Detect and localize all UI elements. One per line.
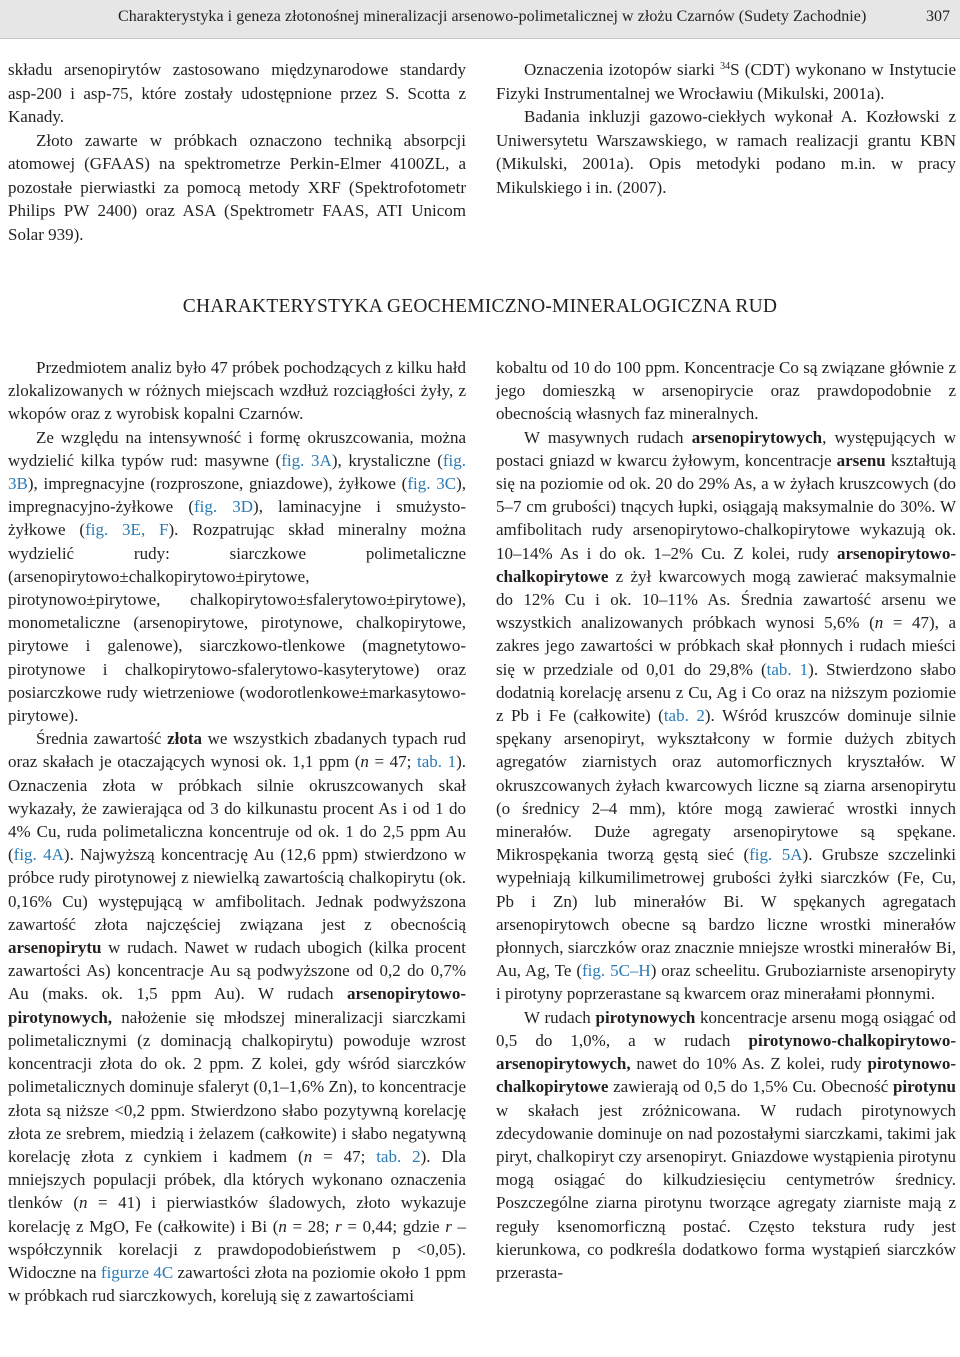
paragraph: Ze względu na intensywność i formę okruszcowania, można wydzielić kilka typów rud: masywne (fig. 3A), krystaliczne (fig. 3B), impregnacyjne (rozproszone, gniazdowe), żyłkowe (fig. 3C), impregnacyjno-żyłkowe (fig. 3D), laminacyjne i smużysto-żyłkowe (fig. 3E, F). Rozpatrując skład mineralny można wydzielić rudy: siarczkowe polimetaliczne (arsenopirytowo±chalkopirytowo±pirytowe, pirotynowo±pirytowe, chalkopirytowo±sfalerytowo±pirytowe), monometaliczne (arsenopirytowe, pirotynowe, chalkopirytowe, pirytowe i galenowe), siarczkowo-tlenkowe (magnetytowo-pirotynowe i chalkopirytowo-sfalerytowo-kasyterytowe) oraz posiarczkowe rudy wietrzeniowe (wodorotlenkowe±markasytowo-pirytowe).: [8, 427, 467, 726]
bold-term: arsenopirytu: [8, 938, 102, 958]
page-number: 307: [926, 8, 950, 25]
italic-symbol: n: [78, 1193, 88, 1213]
figure-link[interactable]: figurze 4C: [100, 1262, 174, 1282]
top-right-column: [496, 58, 956, 199]
figure-link[interactable]: fig. 3C: [407, 474, 457, 494]
figure-link[interactable]: fig. 3B: [8, 450, 467, 494]
figure-link[interactable]: fig. 4A: [13, 845, 64, 865]
bold-term: arsenopirytowo-chalkopirytowe: [496, 543, 956, 586]
running-header: [0, 0, 960, 39]
figure-link[interactable]: fig. 3E, F: [85, 520, 169, 540]
paragraph: Złoto zawarte w próbkach oznaczono techniką absorpcji atomowej (GFAAS) na spektrometrze Perkin-Elmer 4100ZL, a pozostałe pierwiastki za pomocą metody XRF (Spektrofotometr Philips PW 2400) oraz ASA (Spektrometr FAAS, ATI Unicom Solar 939).: [8, 130, 466, 244]
paragraph: Przedmiotem analiz było 47 próbek pochodzących z kilku hałd zlokalizowanych w różnych miejscach wzdłuż rozciągłości żyły, z wkopów oraz z wyrobisk kopalni Czarnów.: [8, 358, 466, 424]
paragraph: W rudach pirotynowych koncentracje arsenu mogą osiągać od 0,5 do 1,0%, a w rudach pirotynowo-chalkopirytowo-arsenopirytowych, nawet do 10% As. Z kolei, rudy pirotynowo-chalkopirytowe zawierają od 0,5 do 1,5% Cu. Obecność pirotynu w skałach jest zróżnicowana. W rudach pirotynowych zdecydowanie dominuje on nad pozostałymi siarczkami, takimi jak piryt, chalkopiryt czy arsenopiryt. Gniazdowe wystąpienia pirotynu mogą osiągać do kilkudziesięciu centymetrów średnicy. Poszczególne ziarna pirotynu tworzące agregaty ziarniste mają z reguły ksenomorficzną postać. Często tekstura rudy jest kierunkowa, co podkreśla dodatkowo forma wystąpień siarczków przerasta-: [496, 1007, 956, 1282]
figure-link[interactable]: fig. 5A: [749, 845, 803, 865]
paragraph: Oznaczenia izotopów siarki $^{34}$S (CDT) wykonano w Instytucie Fizyki Instrumentalnej we Wrocławiu (Mikulski, 2001a).: [496, 60, 957, 103]
paragraph: Badania inkluzji gazowo-ciekłych wykonał A. Kozłowski z Uniwersytetu Warszawskiego, w ramach realizacji grantu KBN (Mikulski, 2001a). Opis metodyki podano m.in. w pracy Mikulskiego i in. (2007).: [496, 107, 956, 197]
section-heading: CHARAKTERYSTYKA GEOCHEMICZNO-MINERALOGICZNA RUD: [182, 296, 778, 317]
isotope-superscript: 34: [720, 61, 731, 72]
paragraph: Średnia zawartość złota we wszystkich zbadanych typach rud oraz skałach je otaczających wynosi ok. 1,1 ppm (n = 47; tab. 1). Oznaczenia złota w próbkach silnie okruszcowanych skał wykazały, że zawierająca od 3 do kilkunastu procent As i od 1 do 4% Cu, ruda polimetaliczna koncentruje od ok. 1 do 2,5 ppm Au (fig. 4A). Najwyższą koncentrację Au (12,6 ppm) stwierdzono w próbce rudy pirotynowej z niewielką zawartością chalkopirytu (ok. 0,16% Cu) występującą w amfibolitach. Jednak podwyższona zawartość złota najczęściej związana jest z obecnością arsenopirytu w rudach. Nawet w rudach ubogich (kilka procent zawartości As) koncentracje Au są podwyższone od 0,2 do 0,7% Au (maks. ok. 1,5 ppm Au). W rudach arsenopirytowo-pirotynowych, nałożenie się młodszej mineralizacji siarczkami polimetalicznymi (z dominacją chalkopirytu) powoduje wzrost koncentracji złota do ok. 2 ppm. Z kolei, gdy wśród siarczków polimetalicznych dominuje sfaleryt (0,1–1,6% Zn), to koncentracje złota są niższe <0,2 ppm. Stwierdzono słabo pozytywną korelację złota ze srebrem, miedzią i żelazem (całkowite) i słabo negatywną korelację złota z cynkiem i kadmem (n = 47; tab. 2). Dla mniejszych populacji próbek, dla których wykonano oznaczenia tlenków (n = 41) i pierwiastków śladowych, złoto wykazuje korelację z MgO, Fe (całkowite) i Bi (n = 28; r = 0,44; gdzie r – współczynnik korelacji z prawdopodobieństwem p <0,05). Widoczne na figurze 4C zawartości złota na poziomie około 1 ppm w próbkach rud siarczkowych, korelują się z zawartościami: [8, 729, 467, 1306]
italic-symbol: n: [278, 1216, 287, 1236]
bold-term: arsenopirytowo-pirotynowych,: [8, 984, 466, 1027]
figure-link[interactable]: fig. 5C–H: [582, 961, 651, 981]
italic-symbol: r: [335, 1216, 342, 1236]
figure-link[interactable]: fig. 3A: [281, 450, 332, 470]
bold-term: arsenu: [836, 450, 886, 470]
running-title: Charakterystyka i geneza złotonośnej mineralizacji arsenowo-polimetalicznej w złożu Czarnów (Sudety Zachodnie): [118, 8, 867, 25]
table-link[interactable]: tab. 1: [766, 659, 809, 679]
table-link[interactable]: tab. 2: [663, 706, 705, 726]
italic-symbol: n: [360, 752, 369, 772]
paragraph: kobaltu od 10 do 100 ppm. Koncentracje Co są związane głównie z jego domieszką w arsenopirycie oraz prawdopodobnie z obecnością własnych faz mineralnych.: [496, 358, 956, 424]
figure-link[interactable]: fig. 3D: [194, 497, 254, 517]
bold-term: pirotynowych: [595, 1007, 696, 1027]
bold-term: arsenopirytowych: [691, 427, 823, 447]
bold-term: pirotynowo-chalkopirytowe: [496, 1054, 956, 1097]
paragraph: składu arsenopirytów zastosowano międzynarodowe standardy asp-200 i asp-75, które zostały udostępnione przez S. Scotta z Kanady.: [8, 60, 466, 126]
italic-symbol: n: [303, 1146, 313, 1166]
italic-symbol: r: [445, 1216, 452, 1236]
left-column: [8, 356, 466, 1307]
bold-term: złota: [167, 729, 203, 749]
table-link[interactable]: tab. 2: [376, 1146, 421, 1166]
top-left-column: [8, 58, 466, 246]
bold-term: pirotynowo-chalkopirytowo-arsenopirytowych,: [496, 1030, 956, 1074]
italic-symbol: n: [874, 613, 884, 633]
bold-term: pirotynu: [893, 1077, 956, 1097]
right-column: [496, 356, 956, 1284]
table-link[interactable]: tab. 1: [416, 752, 457, 772]
paragraph: W masywnych rudach arsenopirytowych, występujących w postaci gniazd w kwarcu żyłowym, koncentracje arsenu kształtują się na poziomie od ok. 20 do 29% As, a w żyłach kruszcowych (do 5–7 cm grubości) tnących łupki, osiągają maksymalnie do 30%. W amfibolitach rudy arsenopirytowo-chalkopirytowe wykazują ok. 10–14% As i do ok. 1–2% Cu. Z kolei, rudy arsenopirytowo-chalkopirytowe z żył kwarcowych mogą zawierać maksymalnie do 12% Cu i ok. 10–11% As. Średnia zawartość arsenu we wszystkich analizowanych próbkach wynosi 5,6% (n = 47), a zakres jego zawartości w próbkach skał płonnych i rudach mieści się w przedziale od 0,01 do 29,8% (tab. 1). Stwierdzono słabo dodatnią korelację arsenu z Cu, Ag i Co oraz na niższym poziomie z Pb i Fe (całkowite) (tab. 2). Wśród kruszców dominuje silnie spękany arsenopiryt, wykształcony w formie dużych zbitych agregatów ziarnistych oraz automorficznych kryształów. W okruszcowanych żyłach kwarcowych liczne są ziarna arsenopirytu (o średnicy 2–4 mm), które mogą zawierać wrostki innych minerałów. Duże agregaty arsenopirytowe są spękane. Mikrospękania tworzą gęstą sieć (fig. 5A). Grubsze szczelinki wypełniają kilkumilimetrowej grubości żyłki siarczków (Fe, Cu, Pb i Zn) lub minerałów Bi. W spękanych agregatach arsenopirytowch obecne są bardzo liczne wrostki minerałów płonnych, siarczków oraz znacznie mniejsze wrostki minerałów Bi, Au, Ag, Te (fig. 5C–H) oraz scheelitu. Gruboziarniste arsenopiryty i pirotyny poprzerastane są kwarcem oraz minerałami płonnymi.: [496, 427, 957, 1004]
